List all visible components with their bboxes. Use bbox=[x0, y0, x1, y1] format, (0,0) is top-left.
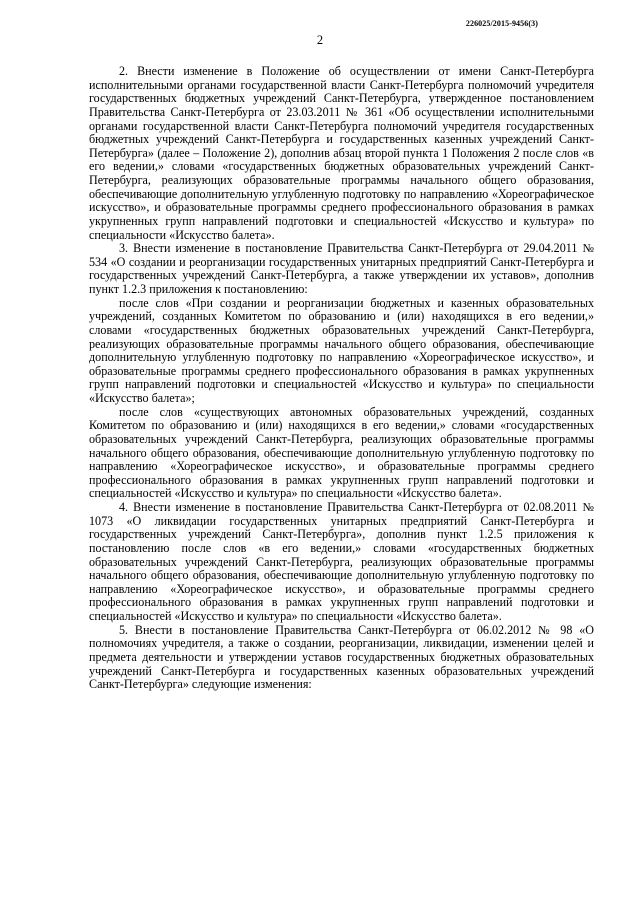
paragraph-item-3-sub-1: после слов «При создании и реорганизации бюджетных и казенных образовательных учреждений, созданных Комитетом по образованию и (или) находящихся в его ведении,» словами «государственных бюджетных образовательных учреждений Санкт-Петербурга, реализующих образовательные программы начального общего образования, обеспечивающие дополнительную углубленную подготовку по направлению «Хореографическое искусство», и образовательные программы среднего профессионального образования в рамках укрупненных групп направлений подготовки и специальностей «Искусство и культура» по специальности «Искусство балета»; bbox=[89, 295, 594, 405]
paragraph-item-5: 5. Внести в постановление Правительства Санкт-Петербурга от 06.02.2012 № 98 «О полномочиях учредителя, а также о создании, реорганизации, ликвидации, изменении целей и предмета деятельности и утверждении уставов государственных бюджетных образовательных учреждений Санкт-Петербурга и государственных казенных образовательных учреждений Санкт-Петербурга» следующие изменения: bbox=[89, 622, 594, 692]
paragraph-item-4: 4. Внести изменение в постановление Правительства Санкт-Петербурга от 02.08.2011 № 1073 «О ликвидации государственных унитарных предприятий Санкт-Петербурга и государственных учреждений Санкт-Петербурга», дополнив пункт 1.2.5 приложения к постановлению после слов «в его ведении,» словами «государственных бюджетных образовательных учреждений Санкт-Петербурга, реализующих образовательные программы начального общего образования, обеспечивающие дополнительную углубленную подготовку по направлению «Хореографическое искусство», и образовательные программы среднего профессионального образования в рамках укрупненных групп направлений подготовки и специальностей «Искусство и культура» по специальности «Искусство балета». bbox=[89, 500, 594, 623]
document-number: 226025/2015-9456(3) bbox=[465, 19, 538, 28]
page-number: 2 bbox=[316, 33, 324, 47]
paragraph-item-3-sub-2: после слов «существующих автономных образовательных учреждений, созданных Комитетом по образованию и (или) находящихся в его ведении,» словами «государственных образовательных учреждений Санкт-Петербурга, реализующих образовательные программы начального общего образования, обеспечивающие дополнительную углубленную подготовку по направлению «Хореографическое искусство», и образовательные программы среднего профессионального образования в рамках укрупненных групп направлений подготовки и специальностей «Искусство и культура» по специальности «Искусство балета». bbox=[89, 404, 594, 501]
paragraph-item-2: 2. Внести изменение в Положение об осуществлении от имени Санкт-Петербурга исполнительными органами государственной власти Санкт-Петербурга полномочий учредителя государственных бюджетных учреждений Санкт-Петербурга, утвержденное постановлением Правительства Санкт-Петербурга от 23.03.2011 № 361 «Об осуществлении исполнительными органами государственной власти Санкт-Петербурга полномочий учредителя государственных бюджетных учреждений Санкт-Петербурга и государственных казенных учреждений Санкт-Петербурга» (далее – Положение 2), дополнив абзац второй пункта 1 Положения 2 после слов «в его ведении,» словами «государственных бюджетных образовательных учреждений Санкт-Петербурга, реализующих образовательные программы начального общего образования, обеспечивающие дополнительную углубленную подготовку по направлению «Хореографическое искусство», и образовательные программы среднего профессионального образования в рамках укрупненных групп направлений подготовки и специальностей «Искусство и культура» по специальности «Искусство балета». bbox=[89, 64, 594, 242]
document-body bbox=[89, 65, 594, 692]
paragraph-item-3: 3. Внести изменение в постановление Правительства Санкт-Петербурга от 29.04.2011 № 534 «О создании и реорганизации государственных унитарных предприятий Санкт-Петербурга и государственных учреждений Санкт-Петербурга, а также утверждении их уставов», дополнив пункт 1.2.3 приложения к постановлению: bbox=[89, 241, 594, 296]
